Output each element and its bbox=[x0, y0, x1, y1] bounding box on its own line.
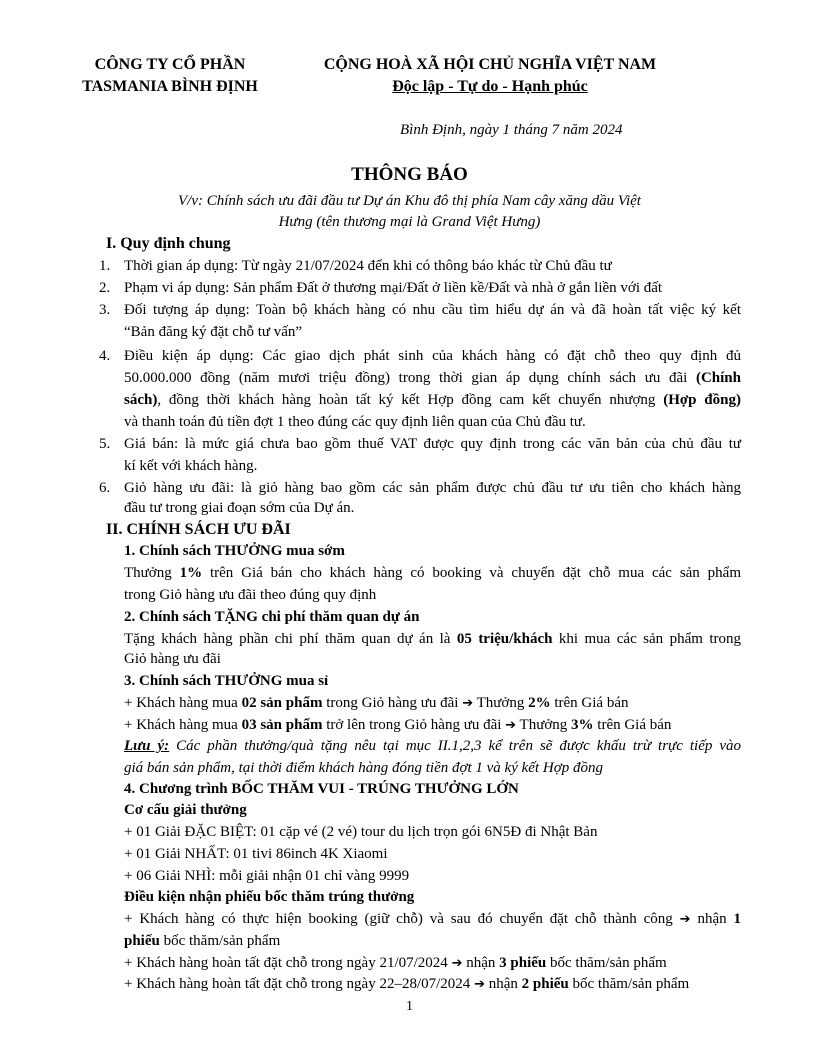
section-2-heading: II. CHÍNH SÁCH ƯU ĐÃI bbox=[106, 521, 291, 538]
nation-title: CỘNG HOÀ XÃ HỘI CHỦ NGHĨA VIỆT NAM bbox=[323, 56, 657, 73]
item-3-number: 3. bbox=[99, 302, 111, 318]
condition-3: + Khách hàng hoàn tất đặt chỗ trong ngày 22–28/07/2024 ➔ nhận 2 phiếu bốc thăm/sản phẩm bbox=[124, 976, 690, 992]
item-4-line2: 50.000.000 đồng (năm mươi triệu đồng) trong thời gian áp dụng chính sách ưu đãi (Chính bbox=[124, 370, 741, 386]
item-2-text: Phạm vi áp dụng: Sản phẩm Đất ở thương mại/Đất ở liền kề/Đất và nhà ở gắn liền với đất bbox=[124, 280, 663, 296]
condition-1-line2: phiếu bốc thăm/sản phẩm bbox=[124, 933, 281, 949]
prize-special: + 01 Giải ĐẶC BIỆT: 01 cặp vé (2 vé) tour du lịch trọn gói 6N5Đ đi Nhật Bản bbox=[124, 824, 598, 840]
item-3-line2: “Bản đăng ký đặt chỗ tư vấn” bbox=[124, 324, 303, 340]
arrow-icon: ➔ bbox=[474, 977, 485, 992]
policy-3-row-2: + Khách hàng mua 03 sản phẩm trở lên trong Giỏ hàng ưu đãi ➔ Thưởng 3% trên Giá bán bbox=[124, 717, 672, 733]
policy-3-note-line1: Lưu ý: Các phần thưởng/quà tặng nêu tại mục II.1,2,3 kể trên sẽ được khấu trừ trực tiếp vào bbox=[124, 738, 741, 754]
nation-motto: Độc lập - Tự do - Hạnh phúc bbox=[392, 78, 588, 95]
document-title: THÔNG BÁO bbox=[351, 164, 468, 185]
item-5-number: 5. bbox=[99, 436, 111, 452]
item-1-number: 1. bbox=[99, 258, 111, 274]
page-number: 1 bbox=[406, 999, 413, 1014]
prize-second: + 06 Giải NHÌ: mỗi giải nhận 01 chỉ vàng 9999 bbox=[124, 868, 410, 884]
subject-line-2: Hưng (tên thương mại là Grand Việt Hưng) bbox=[278, 214, 541, 230]
item-2-number: 2. bbox=[99, 280, 111, 296]
item-4-line1: Điều kiện áp dụng: Các giao dịch phát sinh của khách hàng có đặt chỗ theo quy định đủ bbox=[124, 348, 741, 364]
policy-3-row-1: + Khách hàng mua 02 sản phẩm trong Giỏ hàng ưu đãi ➔ Thưởng 2% trên Giá bán bbox=[124, 695, 629, 711]
policy-4-heading: 4. Chương trình BỐC THĂM VUI - TRÚNG THƯỞNG LỚN bbox=[124, 781, 519, 797]
arrow-icon: ➔ bbox=[505, 718, 517, 733]
policy-1-heading: 1. Chính sách THƯỞNG mua sớm bbox=[124, 543, 345, 559]
document-date: Bình Định, ngày 1 tháng 7 năm 2024 bbox=[400, 122, 623, 138]
item-6-line1: Giỏ hàng ưu đãi: là giỏ hàng bao gồm các sản phẩm được chủ đầu tư ưu tiên cho khách hàng bbox=[124, 480, 741, 496]
policy-1-line2: trong Giỏ hàng ưu đãi theo đúng quy định bbox=[124, 587, 377, 603]
policy-2-line1: Tặng khách hàng phần chi phí thăm quan dự án là 05 triệu/khách khi mua các sản phẩm trong bbox=[124, 631, 741, 647]
item-5-line1: Giá bán: là mức giá chưa bao gồm thuế VAT được quy định trong các văn bản của chủ đầu tư bbox=[124, 436, 741, 452]
company-name-line2: TASMANIA BÌNH ĐỊNH bbox=[82, 78, 258, 95]
prize-first: + 01 Giải NHẤT: 01 tivi 86inch 4K Xiaomi bbox=[124, 846, 388, 862]
item-4-line4: và thanh toán đủ tiền đợt 1 theo đúng các quy định liên quan của Chủ đầu tư. bbox=[124, 414, 586, 430]
item-4-number: 4. bbox=[99, 348, 111, 364]
arrow-icon: ➔ bbox=[462, 696, 474, 711]
section-1-heading: I. Quy định chung bbox=[106, 235, 231, 252]
subject-line-1: V/v: Chính sách ưu đãi đầu tư Dự án Khu đô thị phía Nam cây xăng dầu Việt bbox=[178, 193, 641, 209]
policy-1-line1: Thưởng 1% trên Giá bán cho khách hàng có booking và chuyển đặt chỗ mua các sản phẩm bbox=[124, 565, 741, 581]
item-5-line2: kí kết với khách hàng. bbox=[124, 458, 258, 474]
item-4-line3: sách), đồng thời khách hàng hoàn tất ký kết Hợp đồng cam kết chuyển nhượng (Hợp đồng) bbox=[124, 392, 741, 408]
prize-structure-heading: Cơ cấu giải thưởng bbox=[124, 802, 247, 818]
condition-1-line1: + Khách hàng có thực hiện booking (giữ chỗ) và sau đó chuyển đặt chỗ thành công ➔ nhận 1 bbox=[124, 911, 741, 927]
policy-2-heading: 2. Chính sách TẶNG chi phí thăm quan dự án bbox=[124, 609, 420, 625]
arrow-icon: ➔ bbox=[679, 912, 691, 927]
item-6-number: 6. bbox=[99, 480, 111, 496]
item-6-line2: đầu tư trong giai đoạn sớm của Dự án. bbox=[124, 500, 355, 516]
arrow-icon: ➔ bbox=[451, 956, 463, 971]
condition-2: + Khách hàng hoàn tất đặt chỗ trong ngày 21/07/2024 ➔ nhận 3 phiếu bốc thăm/sản phẩm bbox=[124, 955, 667, 971]
policy-2-line2: Giỏ hàng ưu đãi bbox=[124, 651, 221, 667]
policy-3-note-line2: giá bán sản phẩm, tại thời điểm khách hàng đóng tiền đợt 1 và ký kết Hợp đồng bbox=[124, 760, 603, 776]
draw-conditions-heading: Điều kiện nhận phiếu bốc thăm trúng thưởng bbox=[124, 889, 415, 905]
policy-3-heading: 3. Chính sách THƯỞNG mua sỉ bbox=[124, 673, 329, 689]
company-name-line1: CÔNG TY CỔ PHẦN bbox=[94, 56, 246, 73]
item-1-text: Thời gian áp dụng: Từ ngày 21/07/2024 đến khi có thông báo khác từ Chủ đầu tư bbox=[124, 258, 612, 274]
item-3-line1: Đối tượng áp dụng: Toàn bộ khách hàng có nhu cầu tìm hiểu dự án và đã hoàn tất việc ký kết bbox=[124, 302, 741, 318]
